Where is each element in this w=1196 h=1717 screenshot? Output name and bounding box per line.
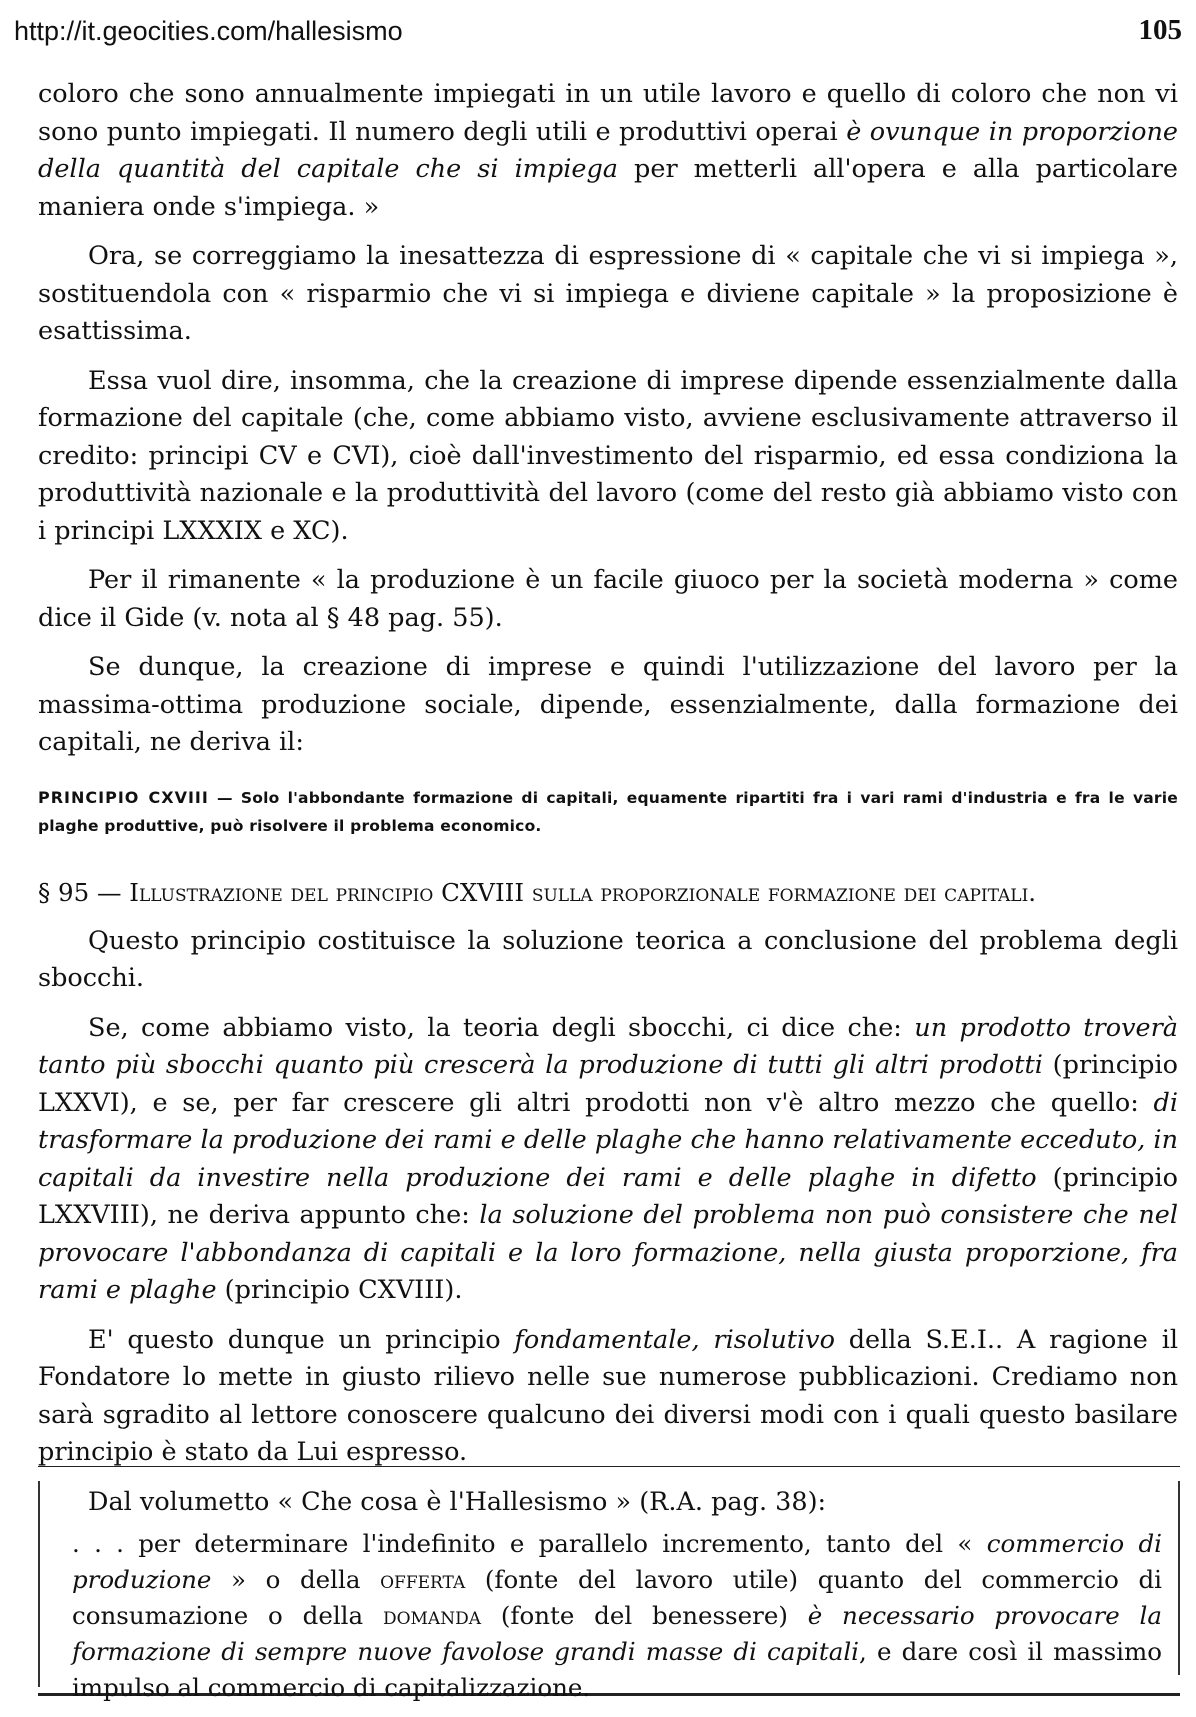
sp3-c: della S.E.I.. A ragione il Fondatore lo mette in giusto rilievo nelle sue numerose pubblicazioni. Crediamo non sarà sgradito al lettore conoscere qualcuno dei diversi modi con i quali questo basilare principio è stato da Lui espresso.	[38, 1324, 1179, 1467]
q-offerta: offerta	[380, 1564, 466, 1594]
q-h: è necessario provocare la formazione di sempre nuove favolose grandi masse di capitali	[72, 1600, 1162, 1666]
q-b: commercio di produzione	[72, 1528, 1162, 1594]
q-a: . . . per determinare l'indefinito e parallelo incremento, tanto del «	[72, 1528, 987, 1558]
q-i: , e dare così il massimo impulso al commercio di capitalizzazione.	[72, 1636, 1162, 1702]
principle-statement	[38, 784, 1178, 840]
q-g: (fonte del benessere)	[480, 1600, 808, 1630]
sp2-f: la soluzione del problema non può consistere che nel provocare l'abbondanza di capitali e la loro formazione, nella giusta proporzione, fra rami e plaghe	[38, 1200, 1178, 1305]
paragraph-1-text: coloro che sono annualmente impiegati in un utile lavoro e quello di coloro che non vi sono punto impiegati. Il numero degli utili e produttivi operai	[38, 79, 1178, 147]
section-paragraph-1: Questo principio costituisce la soluzione teorica a conclusione del problema degli sbocchi.	[38, 925, 1178, 993]
sp2-b: un prodotto troverà tanto più sbocchi quanto più crescerà la produzione di tutti gli altri prodotti	[38, 1012, 1178, 1080]
page-number: 105	[1138, 14, 1182, 46]
section-paragraph-2	[38, 1010, 1178, 1310]
section-number: § 95 —	[38, 877, 130, 907]
principle-dash: —	[208, 788, 241, 807]
sp2-c: (principio LXXVI), e se, per far crescere gli altri prodotti non v'è altro mezzo che quello:	[38, 1050, 1178, 1118]
sp3-b: fondamentale, risolutivo	[514, 1324, 835, 1355]
quotation-frame	[38, 1481, 1180, 1702]
paragraph-1-emphasis: è ovunque in proporzione della quantità del capitale che si impiega	[38, 116, 1178, 184]
page-body	[38, 76, 1178, 1521]
q-c: » o della	[211, 1564, 381, 1594]
section-paragraph-4: Dal volumetto « Che cosa è l'Hallesismo » (R.A. pag. 38):	[88, 1486, 827, 1517]
section-title-roman: CXVIII	[441, 877, 525, 907]
paragraph-5: Se dunque, la creazione di imprese e quindi l'utilizzazione del lavoro per la massima-ottima produzione sociale, dipende, essenzialmente, dalla formazione dei capitali, ne deriva il:	[38, 652, 1178, 757]
paragraph-2: Ora, se correggiamo la inesattezza di espressione di « capitale che vi si impiega », sostituendola con « risparmio che vi si impiega e diviene capitale » la proposizione è esattissima.	[38, 241, 1178, 346]
source-url: http://it.geocities.com/hallesismo	[14, 16, 403, 46]
paragraph-1-text-end: per metterli all'opera e alla particolare maniera onde s'impiega. »	[38, 154, 1178, 222]
sp2-g: (principio CXVIII).	[216, 1275, 463, 1305]
q-domanda: domanda	[382, 1600, 481, 1630]
paragraph-3: Essa vuol dire, insomma, che la creazione di imprese dipende essenzialmente dalla formazione del capitale (che, come abbiamo visto, avviene esclusivamente attraverso il credito: principi CV e CVI), cioè dall'investimento del risparmio, ed essa condiziona la produttività nazionale e la produttività del lavoro (come del resto già abbiamo visto con i principi LXXXIX e XC).	[38, 365, 1178, 546]
sp2-d: di trasformare la produzione dei rami e delle plaghe che hanno relativamente ecceduto, in capitali da investire nella produzione dei rami e delle plaghe in difetto	[38, 1087, 1178, 1193]
sp3-a: E' questo dunque un principio	[88, 1324, 515, 1355]
quotation-box	[38, 1466, 1180, 1702]
principle-text: Solo l'abbondante formazione di capitali, equamente ripartiti fra i vari rami d'industria e fra le varie plaghe produttive, può risolvere il problema economico.	[38, 788, 1178, 835]
section-heading	[38, 874, 1178, 911]
q-e: (fonte del lavoro utile) quanto del commercio di consumazione o della	[72, 1564, 1163, 1630]
section-title-part-2: sulla proporzionale formazione dei capitali.	[524, 877, 1037, 907]
quotation-frame-right-rule	[1178, 1481, 1180, 1675]
paragraph-1	[38, 76, 1178, 226]
principle-label: PRINCIPIO CXVIII	[38, 787, 209, 807]
section-paragraph-3	[38, 1322, 1178, 1472]
paragraph-4: Per il rimanente « la produzione è un facile giuoco per la società moderna » come dice il Gide (v. nota al § 48 pag. 55).	[38, 565, 1178, 633]
quotation-text	[72, 1526, 1162, 1706]
sp2-a: Se, come abbiamo visto, la teoria degli sbocchi, ci dice che:	[88, 1012, 915, 1043]
section-title-part-1: Illustrazione del principio	[129, 877, 442, 907]
sp2-e: (principio LXXVIII), ne deriva appunto che:	[38, 1162, 1178, 1230]
